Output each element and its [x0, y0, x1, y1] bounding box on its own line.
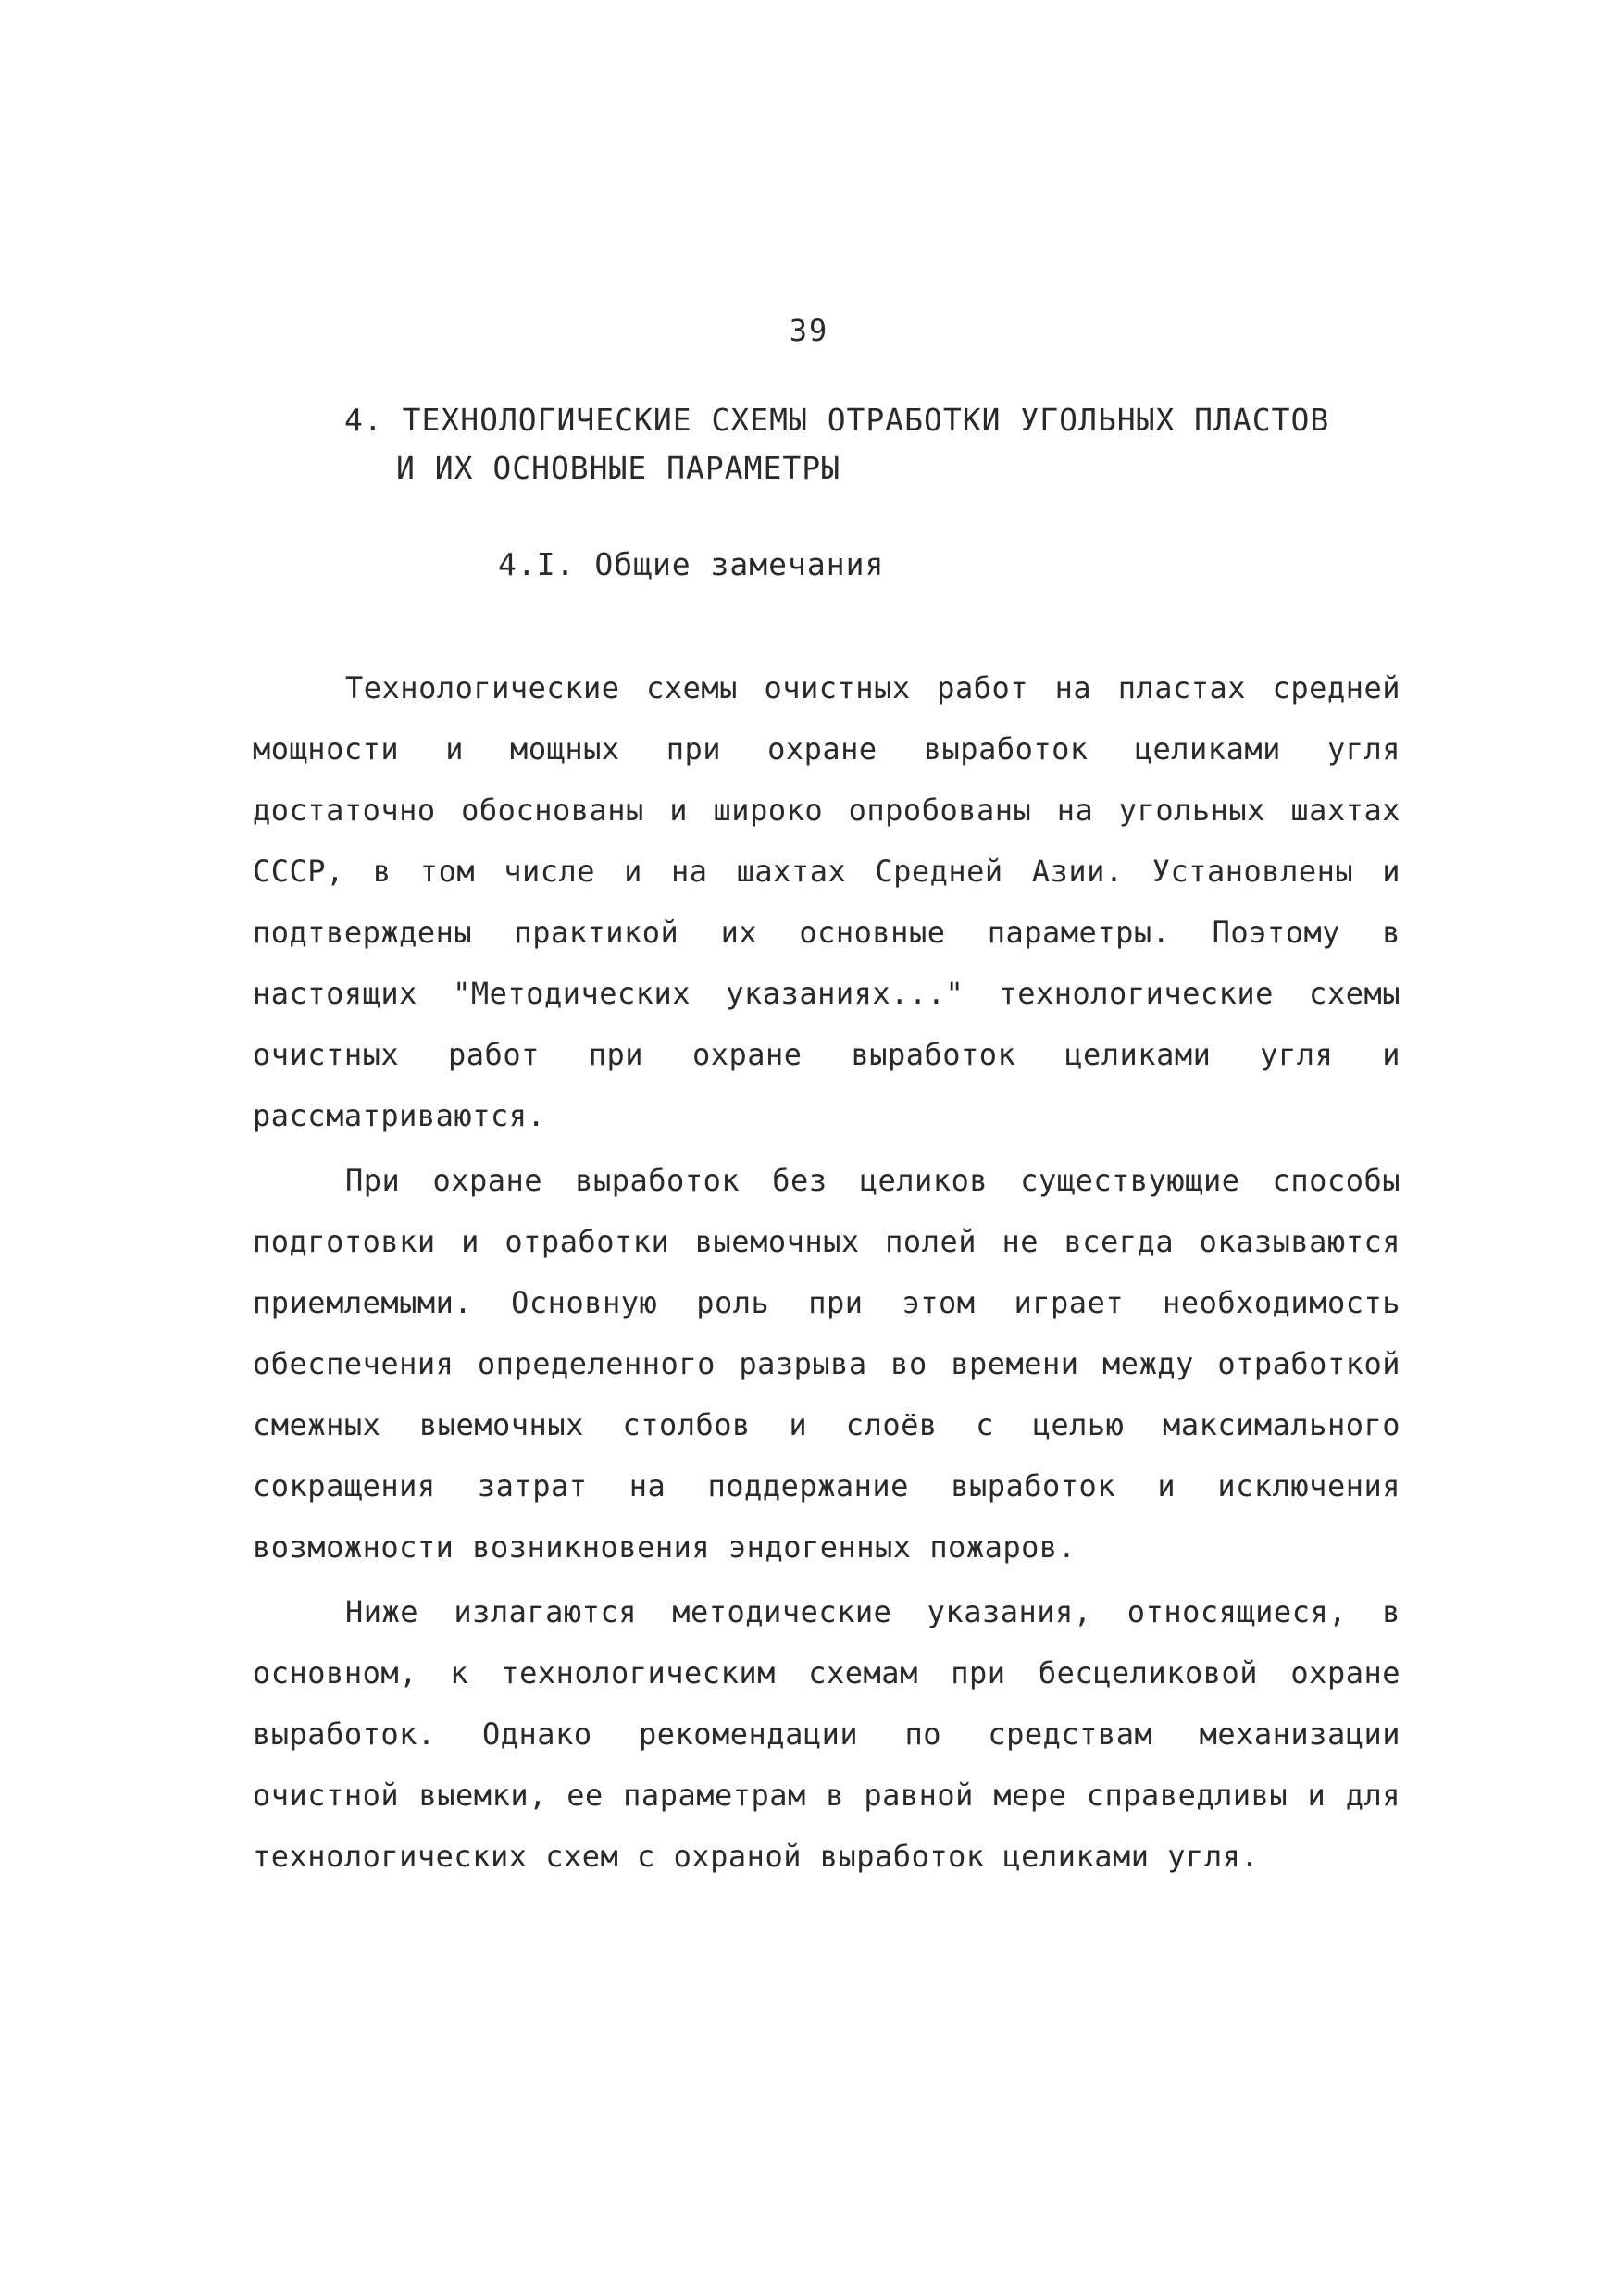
page-number: 39: [789, 313, 829, 348]
chapter-title-line-1: 4. ТЕХНОЛОГИЧЕСКИЕ СХЕМЫ ОТРАБОТКИ УГОЛЬНЫХ ПЛАСТОВ: [344, 402, 1330, 438]
section-title: 4.I. Общие замечания: [498, 546, 885, 582]
chapter-title: [344, 396, 1363, 493]
body-text: [253, 657, 1400, 1890]
chapter-title-line-2: И ИХ ОСНОВНЫЕ ПАРАМЕТРЫ: [396, 450, 840, 486]
paragraph: При охране выработок без целиков существующие способы подготовки и отработки выемочных полей не всегда оказываются приемлемыми. Основную роль при этом играет необходимость обеспечения определенного разрыва во времени между отработкой смежных выемочных столбов и слоёв с целью максимального сокращения затрат на поддержание выработок и исключения возможности возникновения эндогенных пожаров.: [253, 1163, 1400, 1565]
paragraph: Технологические схемы очистных работ на пластах средней мощности и мощных при охране выработок целиками угля достаточно обоснованы и широко опробованы на угольных шахтах СССР, в том числе и на шахтах Средней Азии. Установлены и подтверждены практикой их основные параметры. Поэтому в настоящих "Методических указаниях..." технологические схемы очистных работ при охране выработок целиками угля и рассматриваются.: [253, 670, 1400, 1133]
paragraph: Ниже излагаются методические указания, относящиеся, в основном, к технологическим схемам при бесцеликовой охране выработок. Однако рекомендации по средствам механизации очистной выемки, ее параметрам в равной мере справедливы и для технологических схем с охраной выработок целиками угля.: [253, 1594, 1400, 1874]
